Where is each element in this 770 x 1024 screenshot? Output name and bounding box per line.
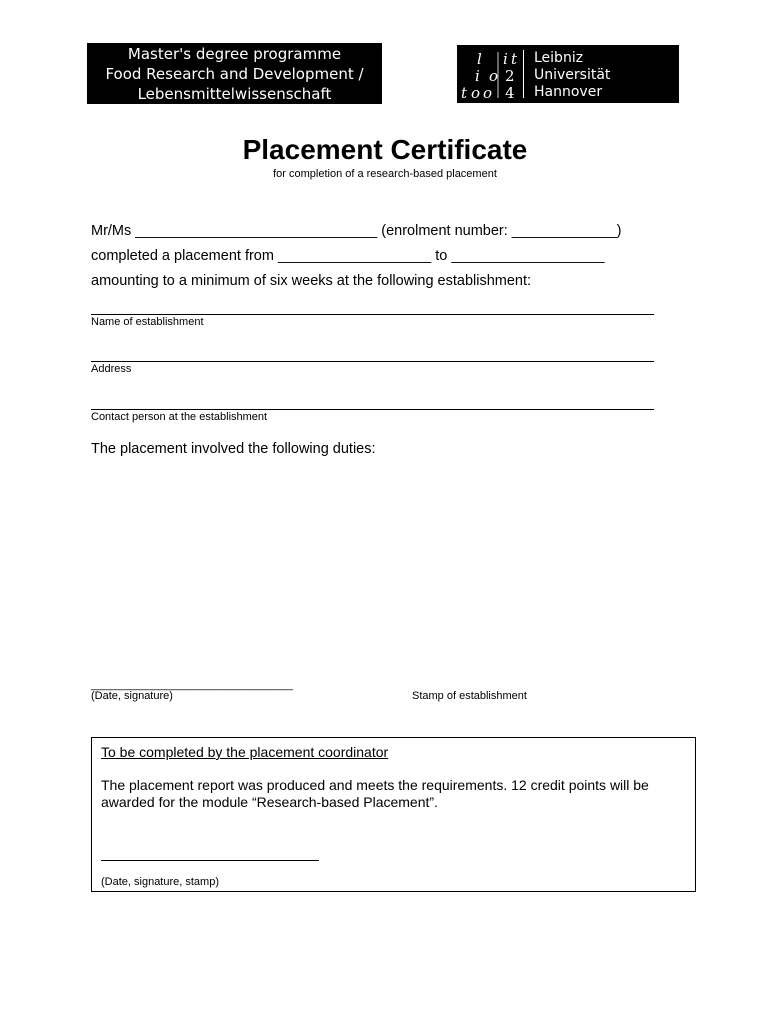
logo-glyph: i — [475, 67, 480, 85]
logo-glyph: i — [503, 50, 508, 68]
coordinator-heading: To be completed by the placement coordinator — [101, 744, 389, 760]
university-name-line: Hannover — [534, 84, 603, 100]
page-subtitle: for completion of a research-based placement — [273, 168, 497, 180]
university-logo-icon — [459, 48, 519, 100]
stamp-label: Stamp of establishment — [412, 690, 527, 702]
establishment-intro-line: amounting to a minimum of six weeks at the following establishment: — [91, 273, 532, 289]
address-rule — [91, 361, 654, 362]
duties-label: The placement involved the following duties: — [91, 441, 376, 457]
programme-line: Food Research and Development / — [105, 65, 364, 83]
programme-banner — [87, 43, 382, 104]
coordinator-signature-line — [101, 860, 319, 861]
logo-glyph: o — [471, 84, 481, 100]
coordinator-statement: The placement report was produced and meets the requirements. 12 credit points will be awarded for the module “Research-based Placement”. — [101, 777, 649, 810]
programme-line: Master's degree programme — [127, 45, 342, 63]
logo-glyph: 4 — [505, 84, 515, 100]
university-name — [534, 50, 610, 101]
logo-glyph: t — [461, 84, 468, 100]
establishment-name-label: Name of establishment — [91, 316, 204, 328]
university-name-line: Leibniz — [534, 50, 584, 66]
logo-divider — [523, 50, 524, 98]
address-label: Address — [91, 363, 132, 375]
signature-underscore-line: _________________________________ — [91, 679, 293, 691]
placement-dates-line: completed a placement from ___________________ to ___________________ — [91, 248, 605, 264]
logo-glyph: o — [489, 67, 499, 85]
coordinator-signature-label: (Date, signature, stamp) — [101, 876, 219, 888]
name-enrolment-line: Mr/Ms ______________________________ (enrolment number: _____________) — [91, 223, 622, 239]
logo-glyph: l — [477, 50, 482, 68]
programme-line: Lebensmittelwissenschaft — [137, 85, 332, 103]
date-signature-label: (Date, signature) — [91, 690, 173, 702]
university-name-line: Universität — [534, 67, 611, 83]
logo-glyph: o — [483, 84, 493, 100]
logo-glyph: t — [511, 50, 518, 68]
coordinator-box — [91, 737, 696, 892]
page-title: Placement Certificate — [242, 134, 528, 165]
university-logo-banner — [457, 45, 679, 103]
contact-person-label: Contact person at the establishment — [91, 411, 268, 423]
logo-glyph: 2 — [505, 67, 515, 85]
